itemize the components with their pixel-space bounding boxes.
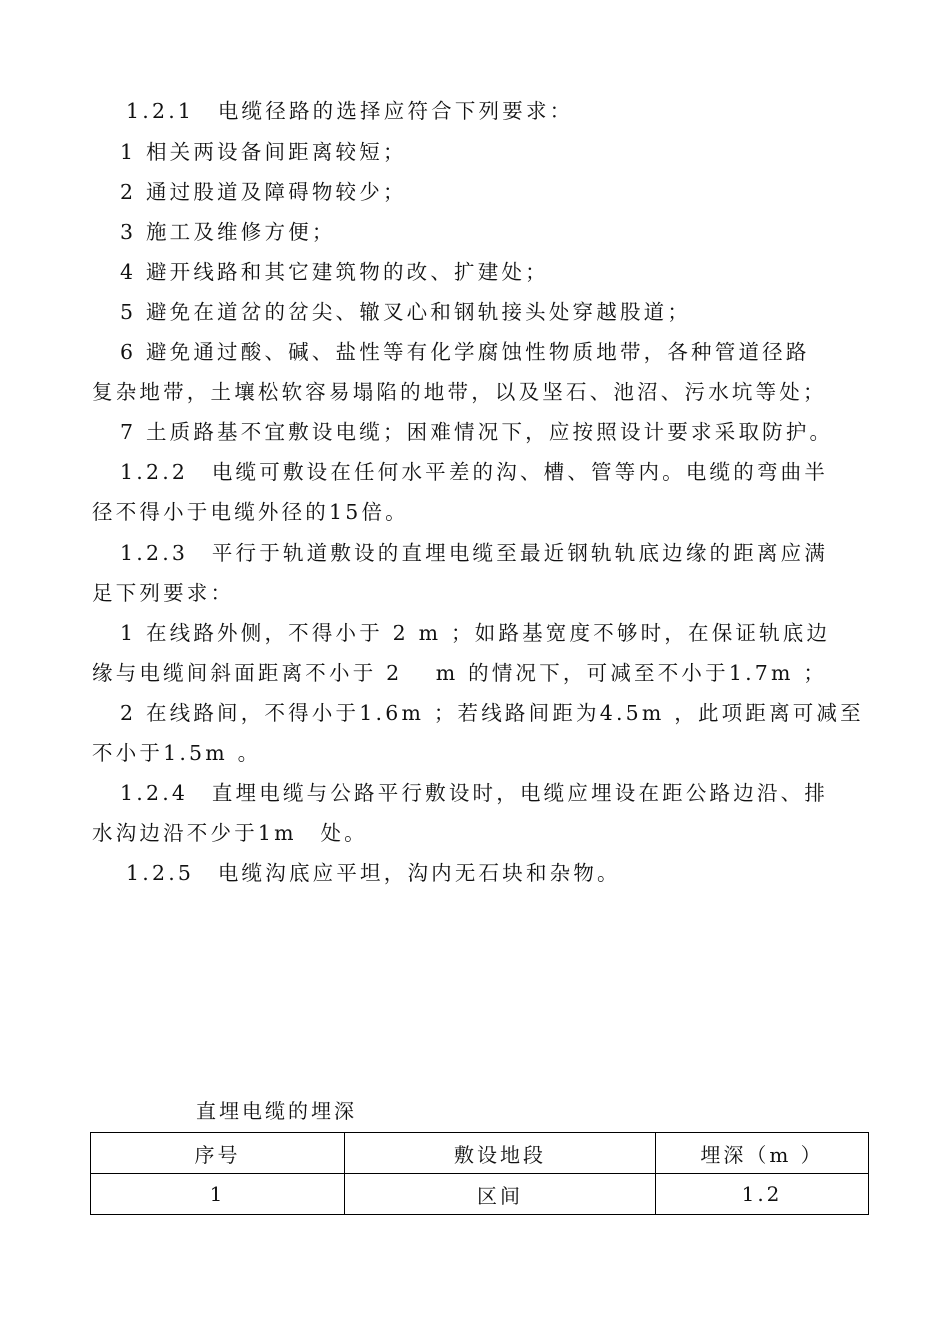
clause-1-2-4: 1.2.4 直埋电缆与公路平行敷设时，电缆应埋设在距公路边沿、排 [120,781,829,805]
clause-1-2-5: 1.2.5 电缆沟底应平坦，沟内无石块和杂物。 [126,861,621,885]
cell-section: 区间 [345,1174,656,1215]
header-index: 序号 [91,1133,345,1174]
table-row [91,1174,869,1215]
clause-1-2-2: 1.2.2 电缆可敷设在任何水平差的沟、槽、管等内。电缆的弯曲半 [120,460,829,484]
header-section: 敷设地段 [345,1133,656,1174]
clause-1-2-1: 1.2.1 电缆径路的选择应符合下列要求： [126,99,574,123]
header-depth: 埋深（m ） [656,1133,869,1174]
list-item: 7 土质路基不宜敷设电缆；困难情况下，应按照设计要求采取防护。 [120,420,834,444]
list-item: 5 避免在道岔的岔尖、辙叉心和钢轨接头处穿越股道； [120,300,692,324]
clause-continuation: 水沟边沿不少于1m 处。 [92,821,368,845]
list-item-continuation: 不小于1.5m 。 [92,741,262,765]
clause-continuation: 径不得小于电缆外径的15倍。 [92,500,409,524]
list-item-continuation: 复杂地带，土壤松软容易塌陷的地带，以及坚石、池沼、污水坑等处； [92,380,827,404]
list-item: 2 在线路间，不得小于1.6m ；若线路间距为4.5m ，此项距离可减至 [120,701,864,725]
burial-depth-table [90,1132,869,1215]
clause-continuation: 足下列要求： [92,581,235,605]
table-header-row [91,1133,869,1174]
list-item: 6 避免通过酸、碱、盐性等有化学腐蚀性物质地带，各种管道径路 [120,340,810,364]
cell-index: 1 [91,1174,345,1215]
cell-depth: 1.2 [656,1174,869,1215]
table-caption: 直埋电缆的埋深 [196,1099,357,1123]
list-item: 3 施工及维修方便； [120,220,336,244]
list-item: 1 相关两设备间距离较短； [120,140,407,164]
list-item: 1 在线路外侧，不得小于 2 m ；如路基宽度不够时，在保证轨底边 [120,621,831,645]
list-item: 2 通过股道及障碍物较少； [120,180,407,204]
list-item-continuation: 缘与电缆间斜面距离不小于 2 m 的情况下，可减至不小于1.7m ； [92,661,828,685]
clause-1-2-3: 1.2.3 平行于轨道敷设的直埋电缆至最近钢轨轨底边缘的距离应满 [120,541,829,565]
list-item: 4 避开线路和其它建筑物的改、扩建处； [120,260,549,284]
